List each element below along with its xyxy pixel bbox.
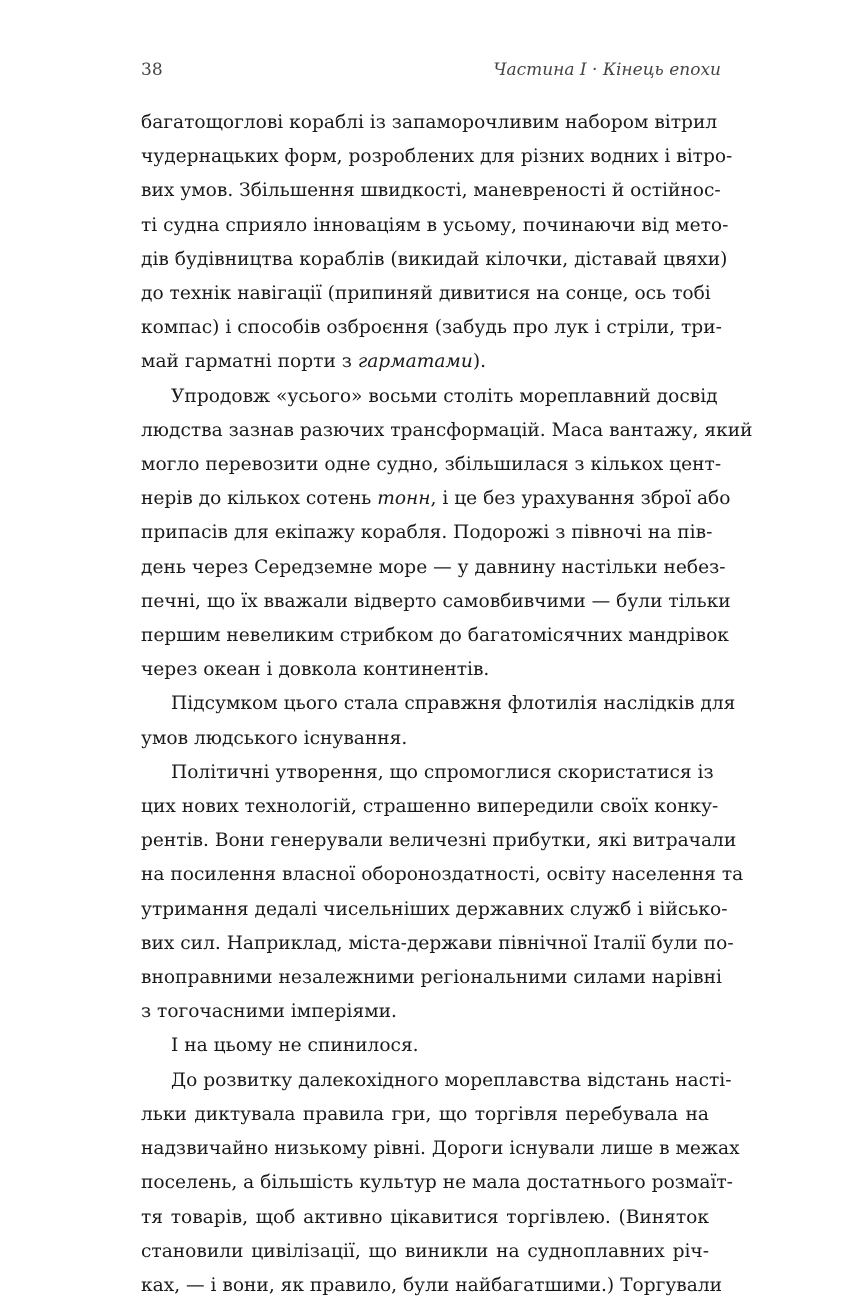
text-line: багатощоглові кораблі із запаморочливим набором вітрил [141,112,718,133]
text-line: компас) і способів озброєння (забудь про лук і стріли, три- [141,317,722,339]
text-line: вноправними незалежними регіональними силами нарівні [141,967,722,989]
text-fragment: нерів до кількох сотень [141,488,378,510]
text-fragment: май гарматні порти з [141,351,358,373]
text-line: день через Середземне море — у давнину настільки небез- [141,556,726,578]
text-line: з тогочасними імперіями. [141,1001,397,1023]
text-line: надзвичайно низькому рівні. Дороги існували лише в межах [141,1138,740,1160]
text-line: дів будівництва кораблів (викидай кілочки, діставай цвяхи) [141,248,728,270]
text-line: льки диктувала правила гри, що торгівля перебувала на [141,1103,709,1125]
text-line: вих сил. Наприклад, міста-держави північної Італії були по- [141,932,734,954]
text-line: поселень, а більшість культур не мала достатнього розмаїт- [141,1172,733,1194]
text-line: першим невеликим стрибком до багатомісячних мандрівок [141,625,729,647]
text-fragment: ). [472,351,486,373]
text-line: цих нових технологій, страшенно випередили своїх конку- [141,796,719,818]
text-line: на посилення власної обороноздатності, освіту населення та [141,864,744,886]
text-line: людства зазнав разючих трансформацій. Маса вантажу, який [141,419,753,441]
running-head: Частина I · Кінець епохи [493,60,721,80]
page-header [141,60,721,88]
text-line: вих умов. Збільшення швидкості, маневреності й остійнос- [141,180,721,202]
text-line: Упродовж «усього» восьми століть мореплавний досвід [171,385,718,407]
emphasis-text: гарматами [357,351,473,373]
emphasis-text: тонн [377,488,431,510]
page-number: 38 [141,60,163,80]
text-line: Політичні утворення, що спромоглися скористатися із [171,761,714,783]
text-line: ті судна сприяло інноваціям в усьому, починаючи від мето- [141,214,729,236]
text-line: утримання дедалі чисельніших державних служб і військо- [141,898,728,920]
text-line: становили цивілізації, що виникли на судноплавних річ- [141,1240,709,1262]
text-line: Підсумком цього стала справжня флотилія наслідків для [171,693,736,715]
text-fragment: , і це без урахування зброї або [430,488,731,510]
text-line: до технік навігації (припиняй дивитися на сонце, ось тобі [141,283,711,305]
text-line: І на цьому не спинилося. [171,1035,419,1057]
text-line: рентів. Вони генерували величезні прибутки, які витрачали [141,830,737,852]
text-line: ках, — і вони, як правило, були найбагатшими.) Торгували [141,1274,723,1296]
text-line: До розвитку далекохідного мореплавства відстань насті- [171,1069,732,1091]
text-line: печні, що їх вважали відверто самовбивчими — були тільки [141,590,731,612]
text-line: через океан і довкола континентів. [141,659,490,681]
text-line: умов людського існування. [141,727,408,749]
body-text [141,106,753,1303]
text-line: припасів для екіпажу корабля. Подорожі з півночі на пів- [141,522,713,544]
text-line: тя товарів, щоб активно цікавитися торгівлею. (Виняток [141,1206,709,1228]
text-line [141,482,731,516]
text-line: могло перевозити одне судно, збільшилася з кількох цент- [141,454,722,476]
text-line [141,345,709,379]
text-line: чудернацьких форм, розроблених для різних водних і вітро- [141,146,733,168]
